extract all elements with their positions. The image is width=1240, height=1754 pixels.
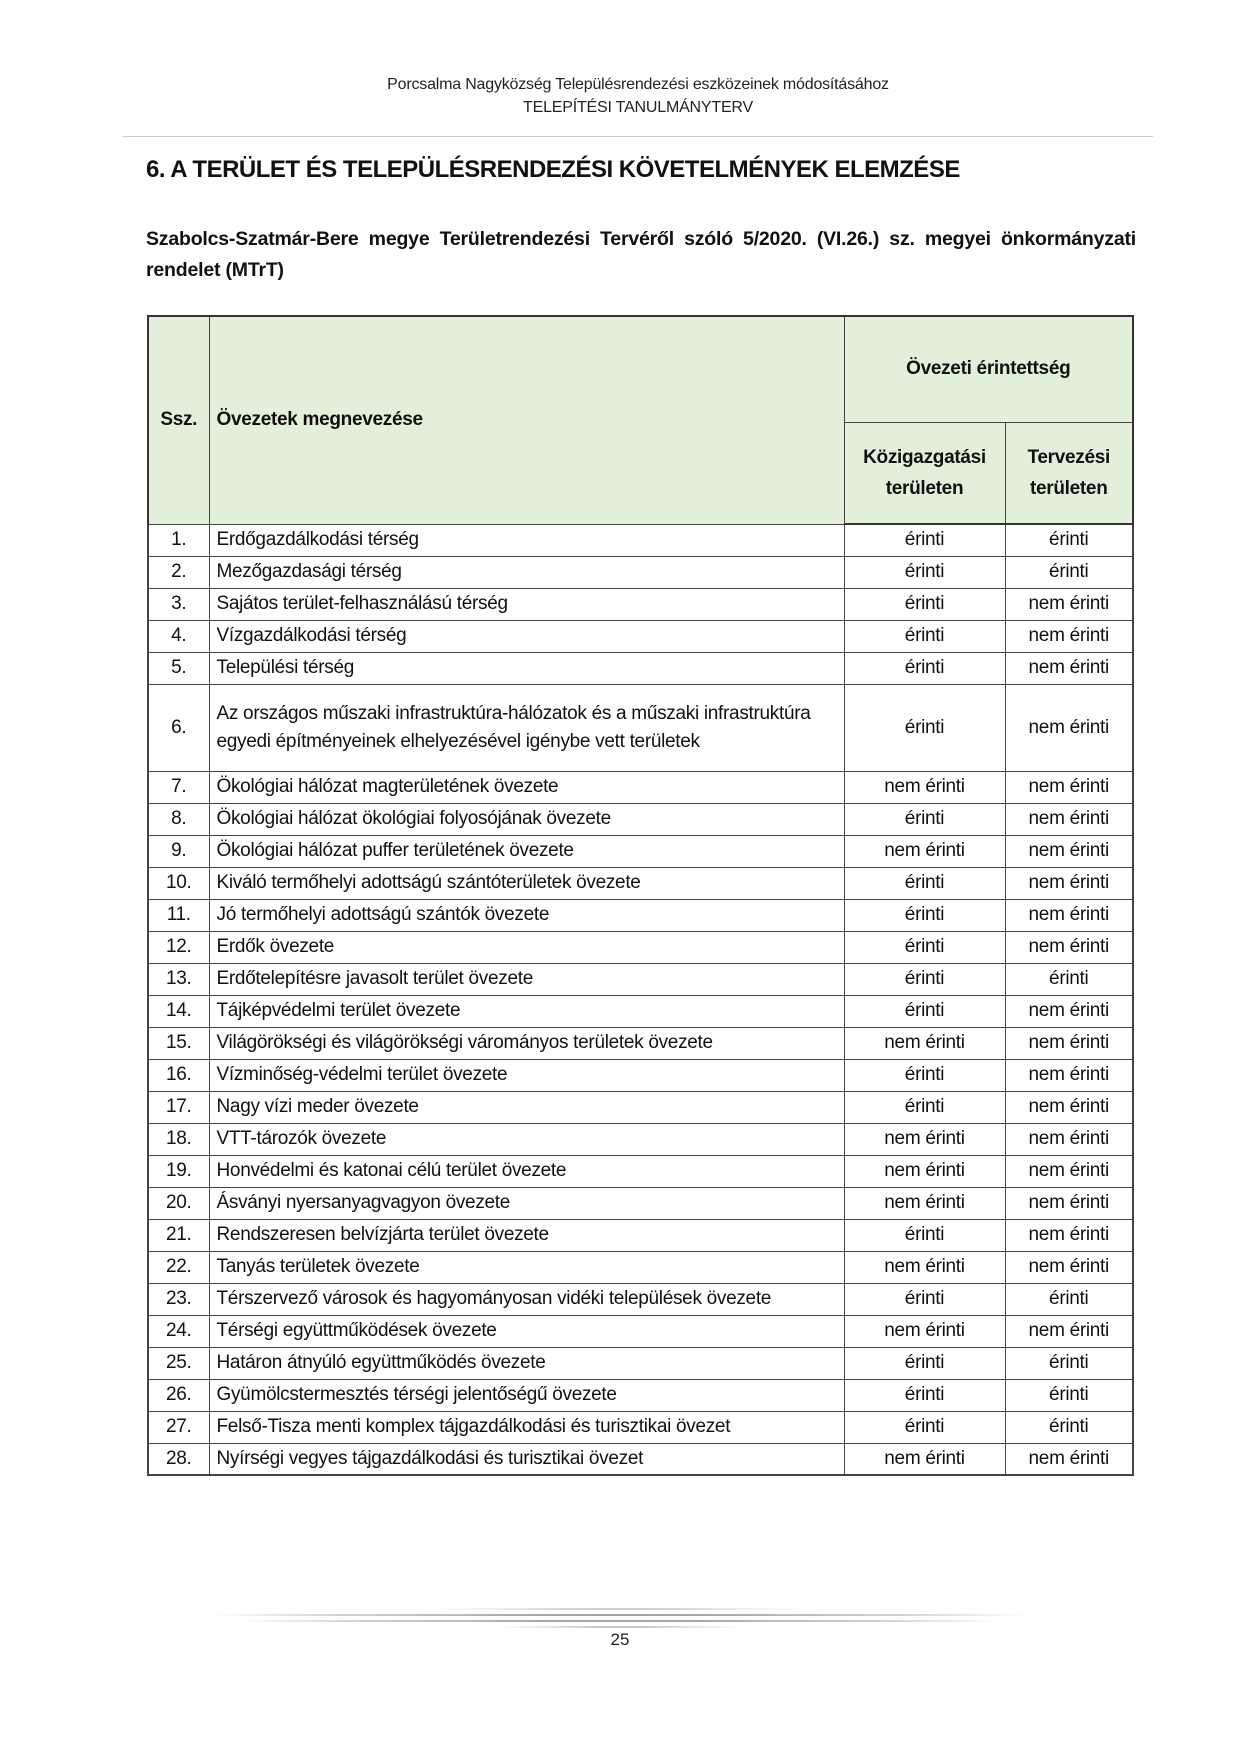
table-row <box>148 1315 1133 1347</box>
column-header-administrative-area <box>844 422 1005 524</box>
zone-name: Ásványi nyersanyagvagyon övezete <box>209 1187 844 1219</box>
table-row <box>148 1347 1133 1379</box>
row-number: 12. <box>148 931 209 963</box>
table-row <box>148 620 1133 652</box>
administrative-area-status: nem érinti <box>844 1443 1005 1475</box>
zone-name: Települési térség <box>209 652 844 684</box>
planning-area-status: érinti <box>1005 1283 1133 1315</box>
column-header-zone-name: Övezetek megnevezése <box>209 316 844 524</box>
column-header-kozig-line2: területen <box>885 477 964 499</box>
row-number: 21. <box>148 1219 209 1251</box>
zone-name: Térségi együttműködések övezete <box>209 1315 844 1347</box>
planning-area-status: nem érinti <box>1005 1443 1133 1475</box>
row-number: 17. <box>148 1091 209 1123</box>
table-row <box>148 1283 1133 1315</box>
table-row <box>148 995 1133 1027</box>
column-header-ssz: Ssz. <box>148 316 209 524</box>
row-number: 13. <box>148 963 209 995</box>
zone-name: Ökológiai hálózat ökológiai folyosójának övezete <box>209 803 844 835</box>
table-row <box>148 1091 1133 1123</box>
administrative-area-status: érinti <box>844 963 1005 995</box>
administrative-area-status: érinti <box>844 1347 1005 1379</box>
table-row <box>148 771 1133 803</box>
planning-area-status: nem érinti <box>1005 1155 1133 1187</box>
zone-name: Ökológiai hálózat puffer területének övezete <box>209 835 844 867</box>
column-header-terv-line1: Tervezési <box>1027 446 1110 468</box>
table-row <box>148 1155 1133 1187</box>
table-row <box>148 1379 1133 1411</box>
zone-name: Az országos műszaki infrastruktúra-hálózatok és a műszaki infrastruktúra egyedi építményeinek elhelyezésével igénybe vett területek <box>209 684 844 771</box>
planning-area-status: nem érinti <box>1005 995 1133 1027</box>
row-number: 20. <box>148 1187 209 1219</box>
table-row <box>148 1027 1133 1059</box>
header-divider <box>123 136 1153 137</box>
administrative-area-status: érinti <box>844 524 1005 556</box>
zone-name: Gyümölcstermesztés térségi jelentőségű övezete <box>209 1379 844 1411</box>
table-row <box>148 1411 1133 1443</box>
row-number: 11. <box>148 899 209 931</box>
column-group-header-affectedness: Övezeti érintettség <box>844 316 1133 422</box>
planning-area-status: nem érinti <box>1005 1187 1133 1219</box>
planning-area-status: nem érinti <box>1005 588 1133 620</box>
administrative-area-status: érinti <box>844 652 1005 684</box>
planning-area-status: érinti <box>1005 963 1133 995</box>
administrative-area-status: nem érinti <box>844 1027 1005 1059</box>
administrative-area-status: nem érinti <box>844 771 1005 803</box>
running-header <box>123 73 1153 119</box>
table-row <box>148 1443 1133 1475</box>
header-document-subtitle: TELEPÍTÉSI TANULMÁNYTERV <box>523 99 753 116</box>
planning-area-status: nem érinti <box>1005 1219 1133 1251</box>
zone-name: Rendszeresen belvízjárta terület övezete <box>209 1219 844 1251</box>
administrative-area-status: nem érinti <box>844 1251 1005 1283</box>
planning-area-status: nem érinti <box>1005 1315 1133 1347</box>
administrative-area-status: érinti <box>844 1219 1005 1251</box>
table-row <box>148 1059 1133 1091</box>
zone-name: Mezőgazdasági térség <box>209 556 844 588</box>
table-row <box>148 556 1133 588</box>
table-row <box>148 1187 1133 1219</box>
zone-name: Erdők övezete <box>209 931 844 963</box>
zone-name: Sajátos terület-felhasználású térség <box>209 588 844 620</box>
planning-area-status: nem érinti <box>1005 1251 1133 1283</box>
section-subtitle: Szabolcs-Szatmár-Bere megye Területrendezési Tervéről szóló 5/2020. (VI.26.) sz. megyei önkormányzati rendelet (MTrT) <box>146 228 1136 281</box>
row-number: 28. <box>148 1443 209 1475</box>
table-row <box>148 1251 1133 1283</box>
row-number: 3. <box>148 588 209 620</box>
planning-area-status: nem érinti <box>1005 835 1133 867</box>
zone-name: Erdőgazdálkodási térség <box>209 524 844 556</box>
zones-table-body <box>148 524 1133 1475</box>
planning-area-status: nem érinti <box>1005 652 1133 684</box>
table-row <box>148 588 1133 620</box>
row-number: 5. <box>148 652 209 684</box>
zone-name: Jó termőhelyi adottságú szántók övezete <box>209 899 844 931</box>
row-number: 27. <box>148 1411 209 1443</box>
administrative-area-status: érinti <box>844 1411 1005 1443</box>
zone-name: Ökológiai hálózat magterületének övezete <box>209 771 844 803</box>
planning-area-status: érinti <box>1005 1379 1133 1411</box>
planning-area-status: nem érinti <box>1005 620 1133 652</box>
table-row <box>148 899 1133 931</box>
zone-name: Tájképvédelmi terület övezete <box>209 995 844 1027</box>
administrative-area-status: érinti <box>844 620 1005 652</box>
column-header-kozig-line1: Közigazgatási <box>863 446 986 468</box>
row-number: 23. <box>148 1283 209 1315</box>
row-number: 15. <box>148 1027 209 1059</box>
table-row <box>148 931 1133 963</box>
row-number: 19. <box>148 1155 209 1187</box>
administrative-area-status: érinti <box>844 1091 1005 1123</box>
zone-name: VTT-tározók övezete <box>209 1123 844 1155</box>
table-row <box>148 867 1133 899</box>
zone-name: Erdőtelepítésre javasolt terület övezete <box>209 963 844 995</box>
administrative-area-status: nem érinti <box>844 1155 1005 1187</box>
zone-name: Felső-Tisza menti komplex tájgazdálkodási és turisztikai övezet <box>209 1411 844 1443</box>
administrative-area-status: nem érinti <box>844 1123 1005 1155</box>
administrative-area-status: érinti <box>844 1283 1005 1315</box>
zone-name: Honvédelmi és katonai célú terület övezete <box>209 1155 844 1187</box>
footer-ornament <box>200 1600 1040 1630</box>
row-number: 16. <box>148 1059 209 1091</box>
column-header-terv-line2: területen <box>1029 477 1108 499</box>
zone-name: Vízgazdálkodási térség <box>209 620 844 652</box>
planning-area-status: nem érinti <box>1005 867 1133 899</box>
row-number: 4. <box>148 620 209 652</box>
table-row <box>148 963 1133 995</box>
administrative-area-status: érinti <box>844 556 1005 588</box>
planning-area-status: nem érinti <box>1005 684 1133 771</box>
row-number: 9. <box>148 835 209 867</box>
column-header-planning-area <box>1005 422 1133 524</box>
zone-name: Térszervező városok és hagyományosan vidéki települések övezete <box>209 1283 844 1315</box>
table-row <box>148 803 1133 835</box>
planning-area-status: nem érinti <box>1005 1059 1133 1091</box>
planning-area-status: érinti <box>1005 524 1133 556</box>
planning-area-status: nem érinti <box>1005 1027 1133 1059</box>
administrative-area-status: érinti <box>844 899 1005 931</box>
table-row <box>148 684 1133 771</box>
row-number: 8. <box>148 803 209 835</box>
header-document-title: Porcsalma Nagyközség Településrendezési eszközeinek módosításához <box>387 76 889 93</box>
administrative-area-status: érinti <box>844 588 1005 620</box>
row-number: 10. <box>148 867 209 899</box>
zone-name: Vízminőség-védelmi terület övezete <box>209 1059 844 1091</box>
administrative-area-status: nem érinti <box>844 1187 1005 1219</box>
administrative-area-status: érinti <box>844 803 1005 835</box>
administrative-area-status: érinti <box>844 1379 1005 1411</box>
planning-area-status: nem érinti <box>1005 1091 1133 1123</box>
planning-area-status: nem érinti <box>1005 899 1133 931</box>
table-row <box>148 652 1133 684</box>
row-number: 14. <box>148 995 209 1027</box>
administrative-area-status: érinti <box>844 684 1005 771</box>
section-title: 6. A TERÜLET ÉS TELEPÜLÉSRENDEZÉSI KÖVETELMÉNYEK ELEMZÉSE <box>146 156 960 183</box>
planning-area-status: nem érinti <box>1005 803 1133 835</box>
zone-name: Tanyás területek övezete <box>209 1251 844 1283</box>
planning-area-status: érinti <box>1005 556 1133 588</box>
row-number: 26. <box>148 1379 209 1411</box>
zone-name: Határon átnyúló együttműködés övezete <box>209 1347 844 1379</box>
administrative-area-status: nem érinti <box>844 1315 1005 1347</box>
table-row <box>148 835 1133 867</box>
row-number: 24. <box>148 1315 209 1347</box>
planning-area-status: nem érinti <box>1005 931 1133 963</box>
row-number: 22. <box>148 1251 209 1283</box>
row-number: 1. <box>148 524 209 556</box>
administrative-area-status: érinti <box>844 1059 1005 1091</box>
zone-name: Kiváló termőhelyi adottságú szántóterületek övezete <box>209 867 844 899</box>
administrative-area-status: érinti <box>844 995 1005 1027</box>
zones-table <box>147 315 1134 1476</box>
zone-name: Világörökségi és világörökségi várományos területek övezete <box>209 1027 844 1059</box>
row-number: 2. <box>148 556 209 588</box>
page-number: 25 <box>610 1630 630 1649</box>
row-number: 25. <box>148 1347 209 1379</box>
administrative-area-status: nem érinti <box>844 835 1005 867</box>
planning-area-status: nem érinti <box>1005 1123 1133 1155</box>
planning-area-status: érinti <box>1005 1411 1133 1443</box>
table-row <box>148 1219 1133 1251</box>
table-row <box>148 1123 1133 1155</box>
planning-area-status: érinti <box>1005 1347 1133 1379</box>
row-number: 6. <box>148 684 209 771</box>
administrative-area-status: érinti <box>844 931 1005 963</box>
planning-area-status: nem érinti <box>1005 771 1133 803</box>
zone-name: Nyírségi vegyes tájgazdálkodási és turisztikai övezet <box>209 1443 844 1475</box>
row-number: 7. <box>148 771 209 803</box>
zone-name: Nagy vízi meder övezete <box>209 1091 844 1123</box>
administrative-area-status: érinti <box>844 867 1005 899</box>
table-row <box>148 524 1133 556</box>
row-number: 18. <box>148 1123 209 1155</box>
